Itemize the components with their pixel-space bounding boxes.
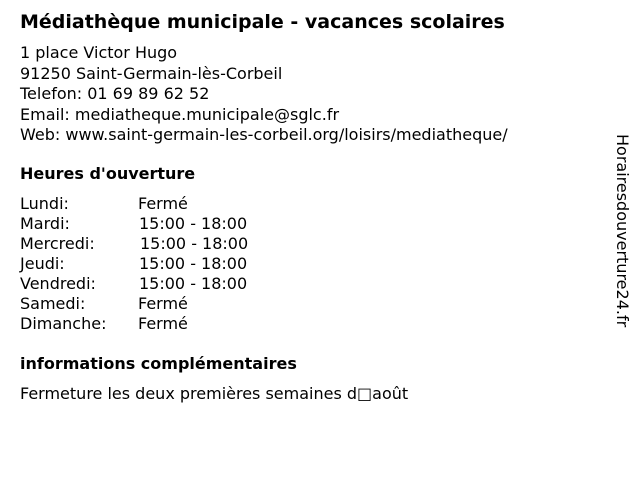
address-block (20, 43, 508, 146)
hours-day: Vendredi: (20, 274, 96, 293)
hours-time: Fermé (138, 194, 188, 213)
hours-time: Fermé (138, 314, 188, 333)
hours-time: 15:00 - 18:00 (140, 234, 249, 253)
site-watermark: Horairesdouverture24.fr (613, 134, 632, 328)
hours-day: Samedi: (20, 294, 86, 313)
email-address: Email: mediatheque.municipale@sglc.fr (20, 104, 340, 124)
hours-day: Mardi: (20, 214, 70, 233)
address-street: 1 place Victor Hugo (20, 43, 178, 62)
info-heading: informations complémentaires (20, 354, 297, 373)
address-city: 91250 Saint-Germain-lès-Corbeil (20, 63, 283, 83)
hours-day: Mercredi: (20, 234, 95, 253)
page-title: Médiathèque municipale - vacances scolaires (20, 11, 505, 33)
hours-time: Fermé (138, 294, 188, 313)
hours-time: 15:00 - 18:00 (139, 214, 248, 233)
hours-time: 15:00 - 18:00 (139, 254, 248, 273)
hours-time: 15:00 - 18:00 (139, 274, 248, 293)
website-url: Web: www.saint-germain-les-corbeil.org/loisirs/mediatheque/ (20, 125, 508, 144)
hours-heading: Heures d'ouverture (20, 164, 196, 183)
hours-day: Dimanche: (20, 314, 107, 333)
hours-day: Lundi: (20, 194, 69, 213)
phone-number: Telefon: 01 69 89 62 52 (20, 84, 210, 103)
info-text: Fermeture les deux premières semaines d□août (20, 384, 409, 403)
hours-day: Jeudi: (20, 254, 65, 273)
